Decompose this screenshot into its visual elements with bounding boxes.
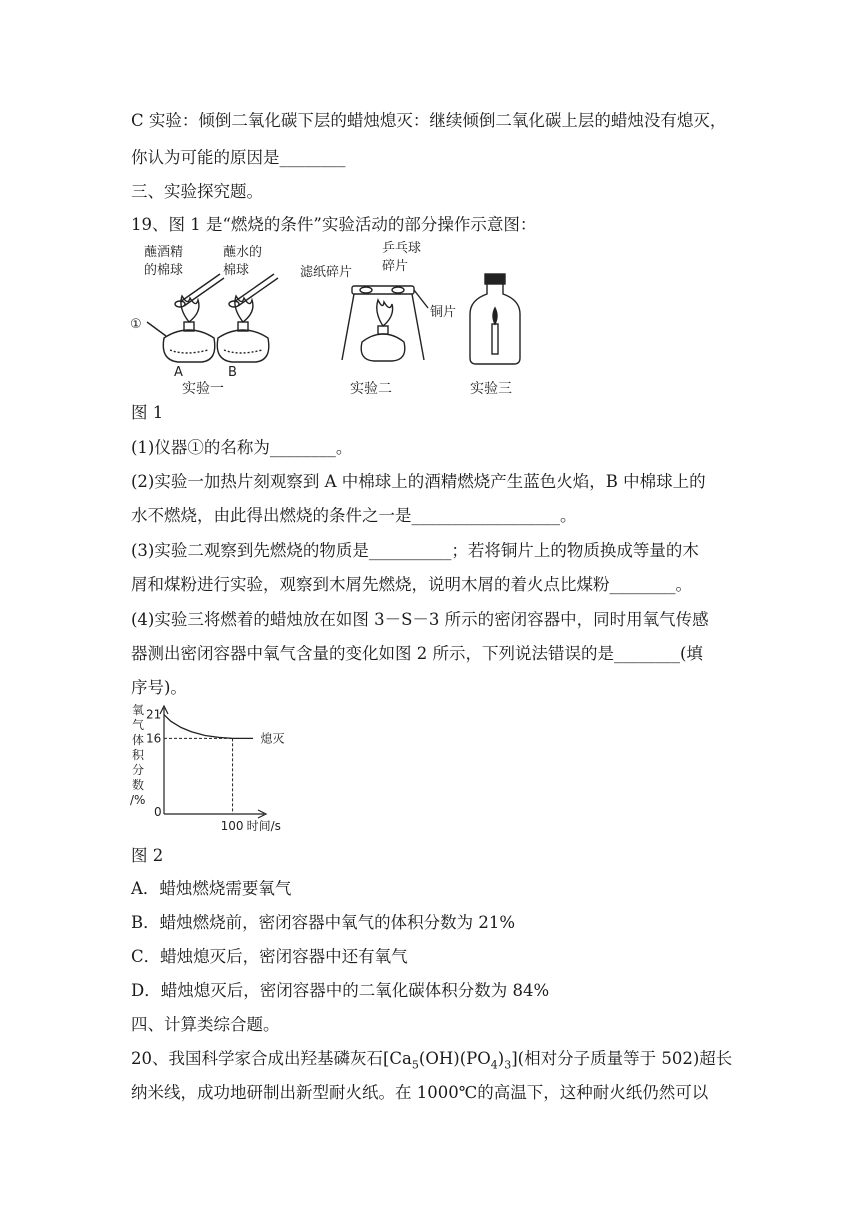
label-water-line2: 棉球	[223, 263, 250, 278]
y-axis-label	[130, 703, 145, 807]
y-tick-0: 0	[154, 805, 162, 819]
oxygen-curve	[164, 715, 253, 739]
label-pingpong-line2: 碎片	[382, 259, 409, 274]
y-tick-16: 16	[146, 731, 162, 746]
figure-2-caption: 图 2	[131, 846, 164, 865]
y-label-char: 数	[132, 778, 145, 792]
y-label-char: 氧	[132, 703, 145, 717]
label-alcohol-line2: 的棉球	[144, 263, 184, 278]
caption-experiment-2: 实验二	[350, 381, 392, 397]
label-copper-sheet: 铜片	[430, 305, 457, 320]
question-19-2-line2: 水不燃烧，由此得出燃烧的条件之一是__________________。	[131, 506, 577, 525]
label-filter-paper: 滤纸碎片	[300, 265, 353, 280]
label-A: A	[174, 365, 183, 380]
label-pingpong-line1: 乒乓球	[382, 241, 422, 256]
caption-experiment-3: 实验三	[470, 381, 512, 397]
experiment-2-diagram	[342, 286, 428, 361]
question-19-4-line3: 序号)。	[131, 678, 187, 697]
y-label-char: 体	[132, 733, 145, 747]
experiment-3-diagram	[470, 274, 520, 364]
question-19-3-line1: (3)实验二观察到先燃烧的物质是__________；若将铜片上的物质换成等量的木	[131, 541, 699, 560]
text-line-c-reason: 你认为可能的原因是________	[131, 148, 346, 167]
figure-1	[130, 238, 550, 398]
y-label-char: 气	[132, 718, 145, 732]
text-line-c-experiment: C 实验：倾倒二氧化碳下层的蜡烛熄灭：继续倾倒二氧化碳上层的蜡烛没有熄灭，	[131, 111, 727, 130]
y-label-char: /%	[130, 793, 146, 807]
annotation-extinguished: 熄灭	[260, 731, 285, 746]
y-label-char: 分	[132, 763, 145, 777]
y-label-char: 积	[132, 748, 145, 762]
option-B: B．蜡烛燃烧前，密闭容器中氧气的体积分数为 21%	[131, 913, 516, 932]
q20-text-post: ](相对分子质量等于 502)超长	[511, 1049, 733, 1068]
question-19-2-line1: (2)实验一加热片刻观察到 A 中棉球上的酒精燃烧产生蓝色火焰，B 中棉球上的	[131, 472, 706, 491]
label-water-line1: 蘸水的	[223, 245, 263, 260]
x-axis-label: 时间/s	[246, 819, 281, 833]
option-D: D．蜡烛熄灭后，密闭容器中的二氧化碳体积分数为 84%	[131, 981, 550, 1000]
q20-sub-3: 3	[504, 1058, 512, 1072]
label-instrument-1: ①	[130, 317, 142, 332]
q20-text-pre: 20、我国科学家合成出羟基磷灰石[Ca	[131, 1049, 412, 1068]
q20-sub-4: 4	[490, 1058, 498, 1072]
label-alcohol-line1: 蘸酒精	[144, 245, 184, 260]
q20-text-mid2: )	[497, 1049, 505, 1068]
q20-text-mid: (OH)(PO	[418, 1049, 491, 1068]
section-heading-4: 四、计算类综合题。	[131, 1015, 280, 1034]
label-B: B	[228, 365, 237, 380]
caption-experiment-1: 实验一	[182, 381, 224, 397]
y-tick-21: 21	[146, 707, 162, 722]
option-A: A．蜡烛燃烧需要氧气	[131, 879, 292, 898]
figure-2-chart	[128, 700, 285, 834]
question-19-3-line2: 屑和煤粉进行实验，观察到木屑先燃烧，说明木屑的着火点比煤粉________。	[131, 575, 692, 594]
experiment-1-diagram	[147, 274, 278, 362]
q20-sub-5: 5	[411, 1058, 419, 1072]
section-heading-3: 三、实验探究题。	[131, 182, 263, 201]
figure-1-caption: 图 1	[131, 403, 164, 422]
question-19-1: (1)仪器①的名称为________。	[131, 438, 353, 457]
question-19-4-line1: (4)实验三将燃着的蜡烛放在如图 3－S－3 所示的密闭容器中，同时用氧气传感	[131, 610, 709, 629]
x-tick-100: 100	[220, 819, 244, 833]
question-19-4-line2: 器测出密闭容器中氧气含量的变化如图 2 所示，下列说法错误的是________(填	[131, 644, 703, 663]
question-19: 19、图 1 是“燃烧的条件”实验活动的部分操作示意图：	[131, 215, 537, 234]
option-C: C．蜡烛熄灭后，密闭容器中还有氧气	[131, 947, 408, 966]
question-20-line2: 纳米线，成功地研制出新型耐火纸。在 1000℃的高温下，这种耐火纸仍然可以	[131, 1083, 709, 1102]
question-20-line1	[131, 1049, 732, 1075]
